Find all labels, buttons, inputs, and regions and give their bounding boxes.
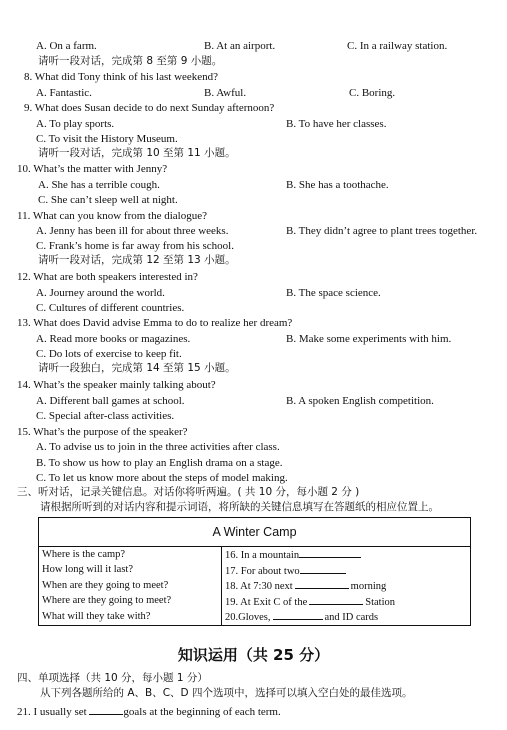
answer-blank[interactable] — [273, 610, 323, 620]
answer-prefix: 18. At 7:30 next — [225, 581, 293, 592]
table-question: Where is the camp? — [39, 547, 222, 563]
section3-title: 三、听对话，记录关键信息。对话你将听两遍。( 共 10 分，每小题 2 分 ) — [17, 486, 360, 498]
q8-option-a: A. Fantastic. — [36, 87, 92, 99]
q14-option-a: A. Different ball games at school. — [36, 395, 185, 407]
q15-option-b: B. To show us how to play an English drama on a stage. — [36, 457, 283, 469]
q21-prefix: 21. I usually set — [17, 706, 87, 718]
q13-stem: 13. What does David advise Emma to do to realize her dream? — [17, 317, 293, 329]
answer-prefix: 19. At Exit C of the — [225, 596, 308, 608]
answer-suffix: and ID cards — [324, 612, 379, 623]
answer-prefix: 17. For about two — [225, 565, 300, 577]
q14-option-b: B. A spoken English competition. — [286, 395, 434, 407]
section4-instruction: 从下列各题所给的 A、B、C、D 四个选项中，选择可以填入空白处的最佳选项。 — [40, 687, 413, 699]
q21-suffix: goals at the beginning of each term. — [123, 706, 281, 718]
table-answer — [222, 594, 471, 610]
answer-prefix: 20.Gloves, — [225, 612, 271, 623]
table-answer — [222, 547, 471, 563]
q14-stem: 14. What’s the speaker mainly talking about? — [17, 379, 216, 391]
answer-prefix: 16. In a mountain — [225, 550, 300, 561]
q9-option-b: B. To have her classes. — [286, 118, 387, 130]
q11-option-a: A. Jenny has been ill for about three weeks. — [36, 225, 229, 237]
q9-option-c: C. To visit the History Museum. — [36, 133, 178, 145]
part2-title: 知识运用（共 25 分） — [177, 646, 330, 664]
q12-option-a: A. Journey around the world. — [36, 287, 165, 299]
table-row — [39, 563, 471, 579]
answer-blank[interactable] — [300, 564, 346, 574]
section3-instruction: 请根据所听到的对话内容和提示词语，将所缺的关键信息填写在答题纸的相应位置上。 — [40, 501, 439, 513]
table-answer — [222, 578, 471, 594]
q11-option-b: B. They didn’t agree to plant trees together. — [286, 225, 478, 237]
q15-option-c: C. To let us know more about the steps of model making. — [36, 472, 288, 484]
answer-blank[interactable] — [309, 595, 363, 605]
table-row — [39, 547, 471, 563]
q21-stem — [17, 705, 281, 718]
table-question: How long will it last? — [39, 563, 222, 579]
q12-stem: 12. What are both speakers interested in? — [17, 271, 198, 283]
instruction-10-11: 请听一段对话，完成第 10 至第 11 小题。 — [38, 147, 236, 159]
instruction-12-13: 请听一段对话，完成第 12 至第 13 小题。 — [38, 254, 236, 266]
winter-camp-table — [38, 517, 471, 626]
q9-option-a: A. To play sports. — [36, 118, 115, 130]
answer-suffix: morning — [350, 581, 387, 592]
q8-option-c: C. Boring. — [349, 87, 396, 99]
table-question: When are they going to meet? — [39, 578, 222, 594]
q12-option-b: B. The space science. — [286, 287, 381, 299]
q7-option-a: A. On a farm. — [36, 40, 97, 52]
section4-title: 四、单项选择（共 10 分，每小题 1 分） — [17, 672, 208, 684]
instruction-8-9: 请听一段对话，完成第 8 至第 9 小题。 — [38, 55, 223, 67]
q13-option-a: A. Read more books or magazines. — [36, 333, 191, 345]
q8-stem: 8. What did Tony think of his last weekend? — [24, 71, 219, 83]
q7-option-b: B. At an airport. — [204, 40, 276, 52]
table-question: Where are they going to meet? — [39, 594, 222, 610]
q15-stem: 15. What’s the purpose of the speaker? — [17, 426, 188, 438]
q7-option-c: C. In a railway station. — [347, 40, 448, 52]
answer-blank[interactable] — [295, 579, 349, 589]
q14-option-c: C. Special after-class activities. — [36, 410, 175, 422]
table-row — [39, 578, 471, 594]
table-title: A Winter Camp — [39, 518, 471, 547]
table-answer — [222, 609, 471, 625]
q13-option-b: B. Make some experiments with him. — [286, 333, 452, 345]
q11-stem: 11. What can you know from the dialogue? — [17, 210, 208, 222]
q15-option-a: A. To advise us to join in the three activities after class. — [36, 441, 280, 453]
table-row — [39, 594, 471, 610]
q10-option-c: C. She can’t sleep well at night. — [38, 194, 178, 206]
instruction-14-15: 请听一段独白，完成第 14 至第 15 小题。 — [38, 362, 236, 374]
q10-stem: 10. What’s the matter with Jenny? — [17, 163, 168, 175]
q21-blank[interactable] — [89, 705, 123, 715]
q10-option-b: B. She has a toothache. — [286, 179, 389, 191]
answer-blank[interactable] — [299, 548, 361, 558]
q9-stem: 9. What does Susan decide to do next Sunday afternoon? — [24, 102, 275, 114]
table-answer — [222, 563, 471, 579]
answer-suffix: Station — [365, 596, 396, 608]
table-question: What will they take with? — [39, 609, 222, 625]
q13-option-c: C. Do lots of exercise to keep fit. — [36, 348, 182, 360]
q10-option-a: A. She has a terrible cough. — [38, 179, 160, 191]
q11-option-c: C. Frank’s home is far away from his school. — [36, 240, 234, 252]
table-row — [39, 609, 471, 625]
q12-option-c: C. Cultures of different countries. — [36, 302, 185, 314]
q8-option-b: B. Awful. — [204, 87, 247, 99]
